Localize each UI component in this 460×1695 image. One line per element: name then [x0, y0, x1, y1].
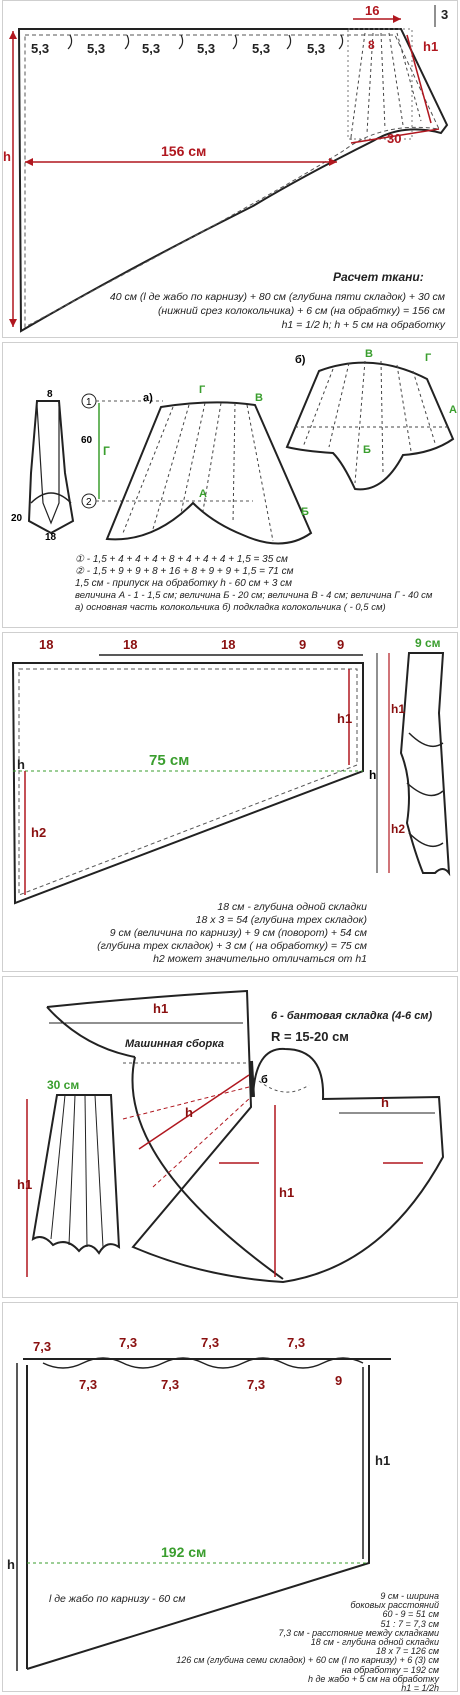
bell-note-4: величина А - 1 - 1,5 см; величина Б - 20 см; величина В - 4 см; величина Г - 40 см	[75, 590, 433, 601]
panel-4-drawing	[3, 977, 459, 1299]
circle-1: 1	[86, 397, 92, 408]
calc-note-3: h1 = 1/2 h; h + 5 см на обработку	[281, 319, 445, 331]
pleat-top-label: 7,3	[201, 1335, 220, 1350]
pleat-note-11: h1 = 1/2h	[401, 1683, 439, 1693]
bell-b	[287, 363, 453, 490]
pleat-top-label: 7,3	[287, 1335, 306, 1350]
fold-width-label: 9	[337, 637, 345, 652]
h-mid-label: h	[185, 1105, 193, 1120]
top-width-label: 16	[365, 3, 380, 18]
bottom-pleat-labels	[79, 1373, 342, 1392]
label-b: б)	[295, 354, 306, 366]
panel-4-cascade	[2, 976, 458, 1298]
seg-label: 5,3	[31, 41, 50, 56]
calc-note-2: (нижний срез колокольчика) + 6 см (на обрабтку) = 156 см	[157, 305, 445, 317]
h-label: h	[3, 149, 11, 164]
pleat-note-1: 9 см - ширина	[380, 1591, 439, 1601]
panel-1-pattern	[2, 0, 458, 338]
seg-label: 5,3	[142, 41, 161, 56]
left-note: l де жабо по карнизу - 60 см	[49, 1593, 186, 1605]
right-h2-label: h2	[391, 822, 406, 836]
pleat-note-10: h де жабо + 5 см на обработку	[307, 1673, 439, 1684]
pleat-bottom-label: 7,3	[161, 1377, 180, 1392]
panel-3-jabot	[2, 632, 458, 972]
h1-label: h1	[375, 1453, 391, 1468]
fold-label: 6 - бантовая складка (4-6 см)	[271, 1010, 433, 1022]
calc-note-1: 40 см (l де жабо по карнизу) + 80 см (глубина пяти складок) + 30 см	[109, 291, 445, 303]
h1-label: h1	[337, 711, 353, 726]
bell-note-3: 1,5 см - припуск на обработку h - 60 см + 3 см	[75, 578, 293, 589]
jabot-note-4: (глубина трех складок) + 3 см ( на обработку) = 75 см	[97, 940, 367, 952]
bell-a	[107, 402, 311, 543]
circle-2: 2	[86, 497, 92, 508]
label-B-b: Б	[363, 444, 371, 456]
fold-width-label: 18	[221, 637, 236, 652]
bell-note-2: ② - 1,5 + 9 + 9 + 8 + 16 + 8 + 9 + 9 + 1,5 = 71 см	[75, 566, 294, 577]
fold-width-label: 18	[39, 637, 54, 652]
pleat-note-4: 51 : 7 = 7,3 см	[380, 1618, 439, 1629]
h1-top-label: h1	[153, 1001, 169, 1016]
bell-side	[29, 401, 73, 533]
pleat-note-5: 7,3 см - расстояние между складками	[278, 1627, 439, 1638]
h1-label: h1	[423, 39, 439, 54]
pleat-top-label: 7,3	[119, 1335, 138, 1350]
seg-label: 5,3	[197, 41, 216, 56]
h1-mid-label: h1	[279, 1185, 295, 1200]
label-V-b: В	[365, 348, 373, 360]
pleat-bottom-label: 7,3	[247, 1377, 266, 1392]
panel-1-drawing	[3, 1, 459, 339]
top-pleat-labels	[33, 1335, 305, 1354]
pleat-note-7: 18 х 7 = 126 см	[376, 1646, 439, 1657]
label-18: 18	[45, 532, 57, 543]
panel-2-bell	[2, 342, 458, 628]
label-60: 60	[81, 435, 93, 446]
segment-labels	[31, 41, 325, 56]
right-h-label: h	[369, 768, 377, 782]
diag-label: 30	[387, 131, 402, 146]
jabot-note-3: 9 см (величина по карнизу) + 9 см (поворот) + 54 см	[109, 927, 367, 939]
label-8: 8	[47, 389, 53, 400]
pleat-top-label: 7,3	[33, 1339, 52, 1354]
right-h1-label: h1	[391, 702, 406, 716]
seg-label: 5,3	[252, 41, 271, 56]
pleat-note-6: 18 см - глубина одной складки	[310, 1637, 439, 1647]
fold-width-label: 18	[123, 637, 138, 652]
label-G-left: Г	[103, 444, 110, 458]
machine-label: Машинная сборка	[125, 1038, 225, 1050]
pleat-note-9: на обработку = 192 см	[341, 1664, 439, 1675]
folded-jabot	[401, 653, 449, 873]
h-right-label: h	[381, 1095, 389, 1110]
pleat-note-8: 126 см (глубина семи складок) + 60 см (l по карнизу) + 6 (3) см	[176, 1655, 439, 1666]
fold-widths	[39, 637, 344, 652]
width-label: 156 см	[161, 143, 207, 159]
jabot-note-5: h2 может значительно отличаться от h1	[153, 953, 367, 965]
label-A-b: А	[449, 404, 457, 416]
h-label: h	[17, 757, 25, 772]
panel-5-jabot-pleats	[2, 1302, 458, 1692]
pleat-bottom-label: 7,3	[79, 1377, 98, 1392]
right-top-label: 9 см	[415, 636, 441, 650]
pattern-outline	[19, 29, 447, 331]
width-label: 75 см	[149, 752, 190, 769]
radius-label: R = 15-20 см	[271, 1029, 349, 1044]
right-height-label: 3	[441, 7, 449, 22]
width-30-label: 30 см	[47, 1078, 80, 1092]
b-label: б	[261, 1074, 268, 1086]
pleat-note-2: боковых расстояний	[350, 1600, 439, 1611]
jabot-note-2: 18 х 3 = 54 (глубина трех складок)	[195, 914, 367, 926]
seg-label: 5,3	[87, 41, 106, 56]
hanging-cascade	[33, 1095, 119, 1253]
bell-note-1: ① - 1,5 + 4 + 4 + 4 + 8 + 4 + 4 + 4 + 1,5 = 35 см	[75, 554, 288, 565]
label-G-a: Г	[199, 384, 206, 396]
h2-label: h2	[31, 825, 47, 840]
label-A-a: А	[199, 488, 207, 500]
cascade-outline	[47, 991, 443, 1282]
label-a: а)	[143, 392, 153, 404]
seg-label: 5,3	[307, 41, 326, 56]
calc-title: Расчет ткани:	[333, 270, 424, 284]
h-label: h	[7, 1557, 15, 1572]
jabot-note-1: 18 см - глубина одной складки	[217, 901, 367, 913]
h1-left-label: h1	[17, 1177, 33, 1192]
label-B-a: Б	[301, 506, 309, 518]
label-G-b: Г	[425, 352, 432, 364]
label-V-a: В	[255, 392, 263, 404]
depth-label: 8	[368, 38, 375, 52]
label-20: 20	[11, 513, 23, 524]
width-label: 192 см	[161, 1544, 207, 1560]
bell-note-5: а) основная часть колокольчика б) подкладка колокольчика ( - 0,5 см)	[75, 602, 386, 613]
pleat-bottom-label: 9	[335, 1373, 343, 1388]
fold-width-label: 9	[299, 637, 307, 652]
pleat-note-3: 60 - 9 = 51 см	[382, 1609, 439, 1620]
